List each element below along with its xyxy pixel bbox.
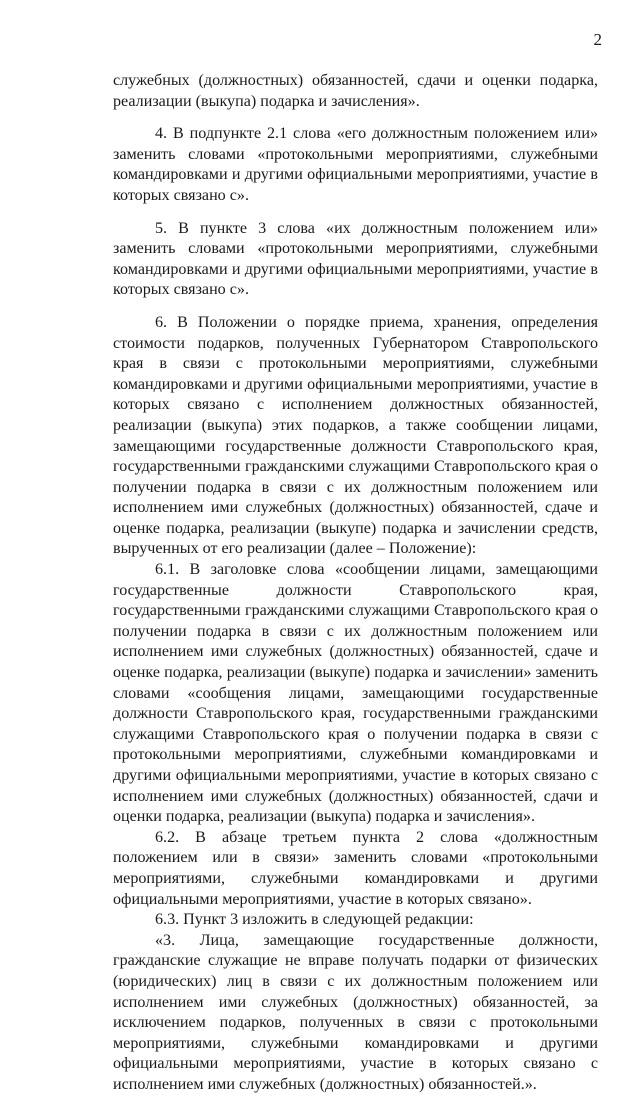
paragraph-item-6-1: 6.1. В заголовке слова «сообщении лицами, замещающими государственные должности Ставропольского края, государственными гражданскими служащими Ставропольского края о получении подарка в связи с их должностным положением или исполнением ими служебных (должностных) обязанностей, сдаче и оценке подарка, реализации (выкупе) подарка и зачислении» заменить словами «сообщения лицами, замещающими государственные должности Ставропольского края, государственными гражданскими служащими Ставропольского края о получении подарка в связи с протокольными мероприятиями, служебными командировками и другими официальными мероприятиями, участие в которых связано с исполнением ими служебных (должностных) обязанностей, сдачи и оценки подарка, реализации (выкупа) подарка и зачисления». [113, 561, 598, 826]
paragraph-continuation: служебных (должностных) обязанностей, сдачи и оценки подарка, реализации (выкупа) подарка и зачисления». [113, 72, 598, 110]
document-body [113, 71, 598, 1096]
paragraph-quoted-point-3: «3. Лица, замещающие государственные должности, гражданские служащие не вправе получать подарки от физических (юридических) лиц в связи с их должностным положением или исполнением ими служебных (должностных) обязанностей, за исключением подарков, полученных в связи с протокольными мероприятиями, служебными командировками и другими официальными мероприятиями, участие в которых связано с исполнением ими служебных (должностных) обязанностей.». [113, 931, 598, 1093]
paragraph-item-6-3: 6.3. Пункт 3 изложить в следующей редакции: [155, 911, 474, 929]
paragraph-item-4: 4. В подпункте 2.1 слова «его должностным положением или» заменить словами «протокольными мероприятиями, служебными командировками и другими официальными мероприятиями, участие в которых связано с». [113, 125, 598, 204]
paragraph-item-6: 6. В Положении о порядке приема, хранения, определения стоимости подарков, полученных Губернатором Ставропольского края в связи с протокольными мероприятиями, служебными командировками и другими официальными мероприятиями, участие в которых связано с исполнением должностных обязанностей, реализации (выкупа) этих подарков, а также сообщении лицами, замещающими государственные должности Ставропольского края, государственными гражданскими служащими Ставропольского края о получении подарка в связи с их должностным положением или исполнением ими служебных (должностных) обязанностей, сдаче и оценке подарка, реализации (выкупе) подарка и зачислении средств, вырученных от его реализации (далее – Положение): [113, 313, 598, 558]
paragraph-item-5: 5. В пункте 3 слова «их должностным положением или» заменить словами «протокольными мероприятиями, служебными командировками и другими официальными мероприятиями, участие в которых связано с». [113, 219, 598, 299]
paragraph-item-6-2: 6.2. В абзаце третьем пункта 2 слова «должностным положением или в связи» заменить словами «протокольными мероприятиями, служебными командировками и другими официальными мероприятиями, участие в которых связано». [113, 828, 598, 908]
page-number: 2 [593, 30, 602, 49]
